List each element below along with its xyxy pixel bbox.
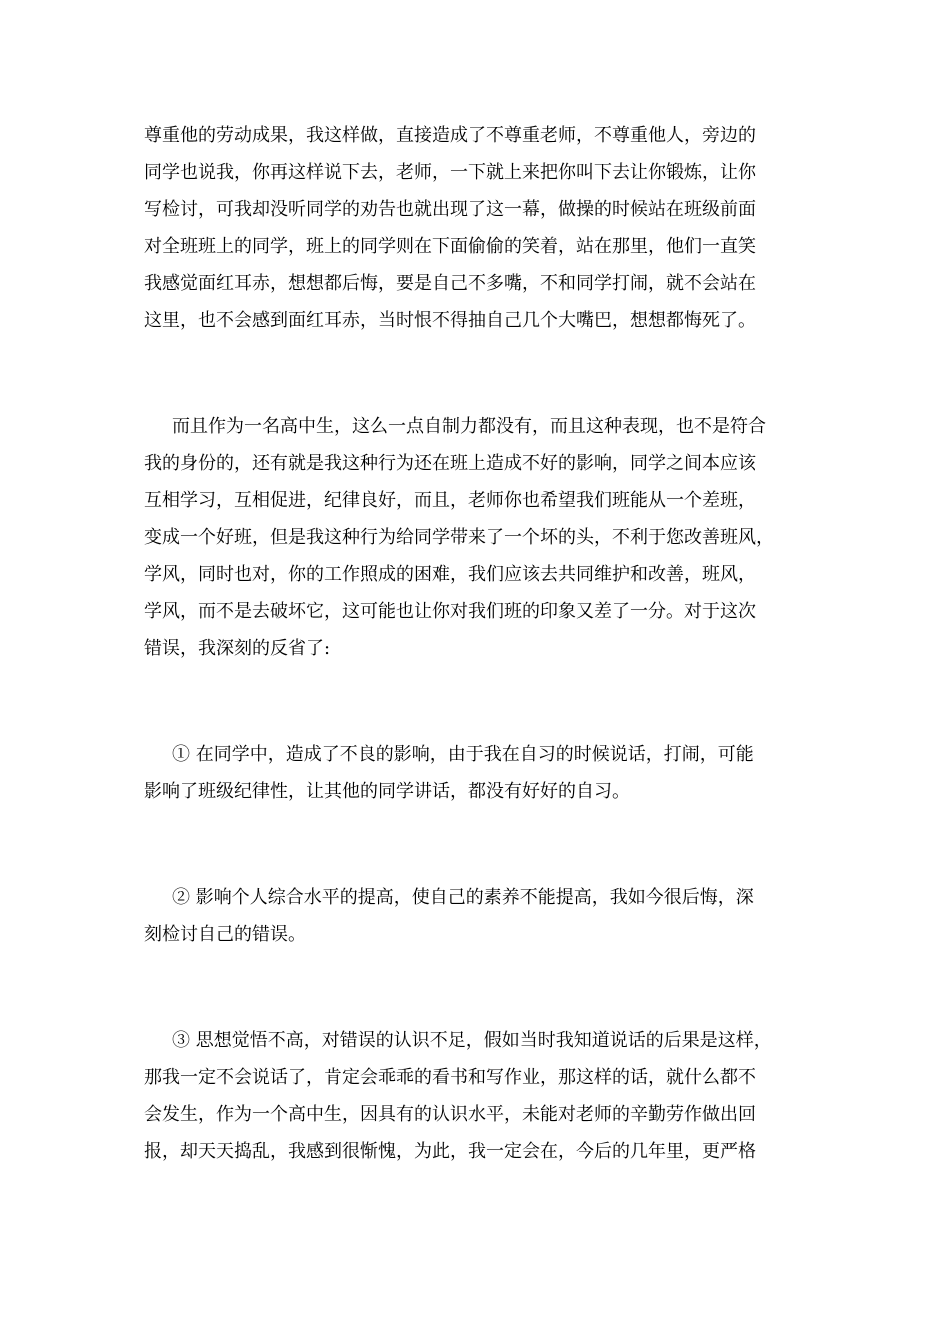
paragraph-1 (144, 117, 812, 339)
paragraph-5 (144, 1022, 812, 1170)
text-line: 同学也说我，你再这样说下去，老师，一下就上来把你叫下去让你锻炼，让你 (144, 162, 756, 183)
text-line: 影响了班级纪律性，让其他的同学讲话，都没有好好的自习。 (144, 781, 630, 802)
text-line: 我感觉面红耳赤，想想都后悔，要是自己不多嘴，不和同学打闹，就不会站在 (144, 273, 756, 294)
paragraph-3 (144, 736, 812, 810)
paragraph-2 (144, 408, 812, 667)
text-line: ③ 思想觉悟不高，对错误的认识不足，假如当时我知道说话的后果是这样， (172, 1030, 772, 1051)
text-line: 写检讨，可我却没听同学的劝告也就出现了这一幕，做操的时候站在班级前面 (144, 199, 756, 220)
text-line: 学风，同时也对，你的工作照成的困难，我们应该去共同维护和改善，班风， (144, 564, 756, 585)
text-line: ② 影响个人综合水平的提高，使自己的素养不能提高，我如今很后悔，深 (172, 887, 754, 908)
paragraph-4 (144, 879, 812, 953)
text-line: 会发生，作为一个高中生，因具有的认识水平，未能对老师的辛勤劳作做出回 (144, 1104, 756, 1125)
text-line: ① 在同学中，造成了不良的影响，由于我在自习的时候说话，打闹，可能 (172, 744, 754, 765)
text-line: 我的身份的，还有就是我这种行为还在班上造成不好的影响，同学之间本应该 (144, 453, 756, 474)
text-line: 这里，也不会感到面红耳赤，当时恨不得抽自己几个大嘴巴，想想都悔死了。 (144, 310, 756, 331)
text-line: 刻检讨自己的错误。 (144, 924, 306, 945)
text-line: 而且作为一名高中生，这么一点自制力都没有，而且这种表现，也不是符合 (172, 416, 766, 437)
text-line: 尊重他的劳动成果，我这样做，直接造成了不尊重老师，不尊重他人，旁边的 (144, 125, 756, 146)
text-line: 报，却天天捣乱，我感到很惭愧，为此，我一定会在，今后的几年里，更严格 (144, 1141, 756, 1162)
text-line: 那我一定不会说话了，肯定会乖乖的看书和写作业，那这样的话，就什么都不 (144, 1067, 756, 1088)
text-line: 互相学习，互相促进，纪律良好，而且，老师你也希望我们班能从一个差班， (144, 490, 756, 511)
text-line: 变成一个好班，但是我这种行为给同学带来了一个坏的头，不利于您改善班风， (144, 527, 774, 548)
text-line: 错误，我深刻的反省了: (144, 638, 331, 659)
text-line: 学风，而不是去破坏它，这可能也让你对我们班的印象又差了一分。对于这次 (144, 601, 756, 622)
text-line: 对全班班上的同学，班上的同学则在下面偷偷的笑着，站在那里，他们一直笑 (144, 236, 756, 257)
